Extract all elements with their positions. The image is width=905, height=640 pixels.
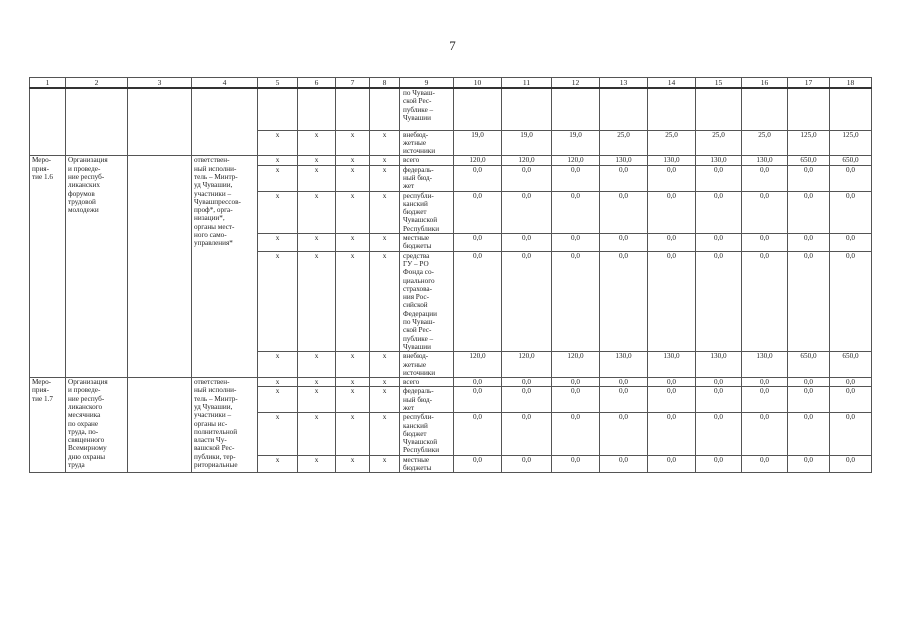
mark-cell: x [336, 165, 370, 191]
value-cell [648, 88, 696, 130]
column-number-cell: 14 [648, 78, 696, 89]
value-cell: 0,0 [600, 251, 648, 352]
value-cell: 0,0 [742, 378, 788, 387]
value-cell: 0,0 [454, 387, 502, 413]
value-cell: 25,0 [696, 130, 742, 156]
executor-cell: ответствен- ный исполни- тель – Минтр- уд Чувашии, участники – Чувашпрессов- проф*, орга- низации*, органы мест- ного само- управления* [192, 156, 258, 378]
mark-cell: x [258, 165, 298, 191]
value-cell: 0,0 [648, 191, 696, 233]
event-id-cell: Меро- прия- тие 1.7 [30, 378, 66, 473]
mark-cell: x [336, 387, 370, 413]
mark-cell: x [298, 165, 336, 191]
mark-cell: x [298, 455, 336, 473]
value-cell: 0,0 [454, 455, 502, 473]
mark-cell: x [298, 352, 336, 378]
funding-source-cell: местные бюджеты [400, 455, 454, 473]
value-cell: 0,0 [696, 165, 742, 191]
mark-cell: x [258, 413, 298, 455]
value-cell: 0,0 [788, 234, 830, 252]
value-cell: 0,0 [742, 387, 788, 413]
value-cell [696, 88, 742, 130]
value-cell: 0,0 [552, 413, 600, 455]
value-cell: 650,0 [788, 156, 830, 165]
column-number-cell: 8 [370, 78, 400, 89]
value-cell: 130,0 [742, 156, 788, 165]
mark-cell: x [258, 191, 298, 233]
value-cell: 0,0 [830, 251, 872, 352]
mark-cell: x [370, 234, 400, 252]
value-cell [502, 88, 552, 130]
mark-cell: x [370, 413, 400, 455]
value-cell: 0,0 [648, 387, 696, 413]
column-number-cell: 9 [400, 78, 454, 89]
value-cell: 0,0 [552, 455, 600, 473]
column-number-header [30, 78, 872, 89]
value-cell [788, 88, 830, 130]
value-cell: 0,0 [600, 378, 648, 387]
value-cell: 0,0 [788, 455, 830, 473]
value-cell: 25,0 [648, 130, 696, 156]
column-number-cell: 13 [600, 78, 648, 89]
value-cell: 0,0 [502, 413, 552, 455]
funding-source-cell: внебюд- жетные источники [400, 352, 454, 378]
value-cell: 0,0 [696, 413, 742, 455]
column-number-cell: 17 [788, 78, 830, 89]
mark-cell: x [298, 130, 336, 156]
value-cell: 0,0 [742, 455, 788, 473]
value-cell: 130,0 [742, 352, 788, 378]
value-cell: 0,0 [648, 251, 696, 352]
table-row [30, 156, 872, 165]
mark-cell: x [258, 130, 298, 156]
value-cell: 0,0 [502, 234, 552, 252]
mark-cell: x [258, 455, 298, 473]
value-cell: 0,0 [502, 165, 552, 191]
funding-source-cell: средства ГУ – РО Фонда со- циального страхова- ния Рос- сийской Федерации по Чуваш- ской Рес- публике – Чувашии [400, 251, 454, 352]
value-cell: 0,0 [696, 234, 742, 252]
event-id-cell: Меро- прия- тие 1.6 [30, 156, 66, 378]
value-cell: 650,0 [830, 352, 872, 378]
mark-cell: x [336, 352, 370, 378]
value-cell: 0,0 [502, 455, 552, 473]
mark-cell: x [370, 156, 400, 165]
table-row [30, 88, 872, 130]
mark-cell: x [298, 413, 336, 455]
value-cell: 0,0 [502, 191, 552, 233]
value-cell: 0,0 [696, 251, 742, 352]
mark-cell: x [370, 130, 400, 156]
mark-cell: x [336, 251, 370, 352]
value-cell: 0,0 [552, 387, 600, 413]
column-number-cell: 15 [696, 78, 742, 89]
funding-source-cell: по Чуваш- ской Рес- публике – Чувашии [400, 88, 454, 130]
value-cell: 0,0 [788, 165, 830, 191]
value-cell: 0,0 [600, 191, 648, 233]
value-cell: 0,0 [742, 165, 788, 191]
value-cell: 120,0 [502, 156, 552, 165]
value-cell: 130,0 [600, 352, 648, 378]
mark-cell: x [336, 455, 370, 473]
value-cell: 120,0 [454, 156, 502, 165]
value-cell: 130,0 [696, 156, 742, 165]
value-cell: 0,0 [648, 455, 696, 473]
column-number-cell: 6 [298, 78, 336, 89]
column-number-cell: 11 [502, 78, 552, 89]
mark-cell: x [258, 387, 298, 413]
value-cell: 0,0 [600, 165, 648, 191]
event-title-cell: Организация и проведе- ние респуб- ликанского месячника по охране труда, по- священного Всемирному дню охраны труда [66, 378, 128, 473]
value-cell: 0,0 [830, 413, 872, 455]
funding-source-cell: федераль- ный бюд- жет [400, 387, 454, 413]
value-cell: 0,0 [830, 455, 872, 473]
value-cell: 0,0 [788, 251, 830, 352]
page-number: 7 [449, 38, 456, 53]
value-cell: 650,0 [788, 352, 830, 378]
value-cell: 130,0 [648, 352, 696, 378]
value-cell: 0,0 [788, 387, 830, 413]
value-cell: 125,0 [788, 130, 830, 156]
value-cell: 0,0 [552, 251, 600, 352]
event-id-cell [30, 88, 66, 156]
value-cell: 0,0 [454, 378, 502, 387]
mark-cell: x [258, 156, 298, 165]
mark-cell: x [370, 191, 400, 233]
mark-cell: x [336, 191, 370, 233]
column-number-cell: 3 [128, 78, 192, 89]
mark-cell [298, 88, 336, 130]
value-cell: 0,0 [648, 234, 696, 252]
mark-cell: x [258, 352, 298, 378]
value-cell: 0,0 [648, 165, 696, 191]
value-cell: 130,0 [648, 156, 696, 165]
mark-cell: x [258, 234, 298, 252]
value-cell: 0,0 [742, 413, 788, 455]
value-cell: 0,0 [454, 234, 502, 252]
value-cell: 0,0 [696, 191, 742, 233]
event-title-cell [66, 88, 128, 156]
column-number-cell: 5 [258, 78, 298, 89]
mark-cell: x [336, 130, 370, 156]
value-cell: 0,0 [502, 251, 552, 352]
value-cell: 0,0 [742, 251, 788, 352]
funding-source-cell: всего [400, 378, 454, 387]
mark-cell: x [336, 156, 370, 165]
column-3-cell [128, 88, 192, 156]
mark-cell: x [370, 165, 400, 191]
column-3-cell [128, 156, 192, 378]
value-cell: 0,0 [742, 191, 788, 233]
mark-cell: x [298, 191, 336, 233]
value-cell: 130,0 [696, 352, 742, 378]
value-cell [552, 88, 600, 130]
value-cell: 19,0 [552, 130, 600, 156]
event-title-cell: Организация и проведе- ние респуб- ликанских форумов трудовой молодежи [66, 156, 128, 378]
value-cell: 0,0 [788, 378, 830, 387]
value-cell: 25,0 [742, 130, 788, 156]
mark-cell: x [370, 378, 400, 387]
funding-source-cell: местные бюджеты [400, 234, 454, 252]
funding-source-cell: республи- канский бюджет Чувашской Республики [400, 191, 454, 233]
value-cell: 0,0 [788, 413, 830, 455]
value-cell: 0,0 [454, 165, 502, 191]
value-cell: 0,0 [600, 234, 648, 252]
value-cell: 0,0 [696, 387, 742, 413]
value-cell: 0,0 [552, 378, 600, 387]
column-number-cell: 12 [552, 78, 600, 89]
value-cell: 0,0 [830, 165, 872, 191]
value-cell: 0,0 [552, 234, 600, 252]
value-cell: 0,0 [552, 191, 600, 233]
value-cell: 0,0 [502, 387, 552, 413]
mark-cell: x [336, 234, 370, 252]
budget-table [29, 77, 872, 473]
mark-cell: x [298, 156, 336, 165]
mark-cell: x [298, 234, 336, 252]
value-cell [454, 88, 502, 130]
value-cell: 0,0 [552, 165, 600, 191]
value-cell: 0,0 [600, 413, 648, 455]
value-cell: 0,0 [454, 251, 502, 352]
value-cell: 25,0 [600, 130, 648, 156]
value-cell: 0,0 [788, 191, 830, 233]
value-cell: 0,0 [648, 413, 696, 455]
value-cell: 0,0 [830, 191, 872, 233]
value-cell: 0,0 [600, 455, 648, 473]
value-cell: 0,0 [742, 234, 788, 252]
column-number-cell: 2 [66, 78, 128, 89]
value-cell: 19,0 [454, 130, 502, 156]
value-cell: 120,0 [454, 352, 502, 378]
mark-cell [258, 88, 298, 130]
funding-source-cell: федераль- ный бюд- жет [400, 165, 454, 191]
mark-cell: x [370, 455, 400, 473]
mark-cell: x [370, 387, 400, 413]
funding-source-cell: внебюд- жетные источники [400, 130, 454, 156]
value-cell: 0,0 [648, 378, 696, 387]
column-number-cell: 16 [742, 78, 788, 89]
column-3-cell [128, 378, 192, 473]
funding-source-cell: республи- канский бюджет Чувашской Республики [400, 413, 454, 455]
column-number-cell: 1 [30, 78, 66, 89]
funding-source-cell: всего [400, 156, 454, 165]
executor-cell [192, 88, 258, 156]
value-cell [830, 88, 872, 130]
mark-cell [370, 88, 400, 130]
value-cell [742, 88, 788, 130]
value-cell: 0,0 [830, 234, 872, 252]
value-cell: 130,0 [600, 156, 648, 165]
value-cell: 125,0 [830, 130, 872, 156]
mark-cell: x [258, 251, 298, 352]
value-cell: 0,0 [830, 387, 872, 413]
value-cell: 0,0 [696, 455, 742, 473]
value-cell: 0,0 [830, 378, 872, 387]
value-cell: 0,0 [454, 413, 502, 455]
value-cell: 19,0 [502, 130, 552, 156]
mark-cell [336, 88, 370, 130]
mark-cell: x [258, 378, 298, 387]
value-cell: 0,0 [696, 378, 742, 387]
mark-cell: x [298, 251, 336, 352]
value-cell: 120,0 [552, 352, 600, 378]
value-cell: 650,0 [830, 156, 872, 165]
value-cell: 0,0 [502, 378, 552, 387]
mark-cell: x [336, 378, 370, 387]
mark-cell: x [336, 413, 370, 455]
column-number-cell: 18 [830, 78, 872, 89]
mark-cell: x [298, 387, 336, 413]
value-cell: 0,0 [600, 387, 648, 413]
value-cell: 0,0 [454, 191, 502, 233]
value-cell: 120,0 [502, 352, 552, 378]
mark-cell: x [370, 352, 400, 378]
column-number-cell: 4 [192, 78, 258, 89]
mark-cell: x [370, 251, 400, 352]
value-cell [600, 88, 648, 130]
table-body [30, 78, 872, 473]
column-number-cell: 10 [454, 78, 502, 89]
executor-cell: ответствен- ный исполни- тель – Минтр- уд Чувашии, участники – органы ис- полнительной власти Чу- вашской Рес- публики, тер- риториальные [192, 378, 258, 473]
column-number-cell: 7 [336, 78, 370, 89]
table-row [30, 378, 872, 387]
mark-cell: x [298, 378, 336, 387]
value-cell: 120,0 [552, 156, 600, 165]
